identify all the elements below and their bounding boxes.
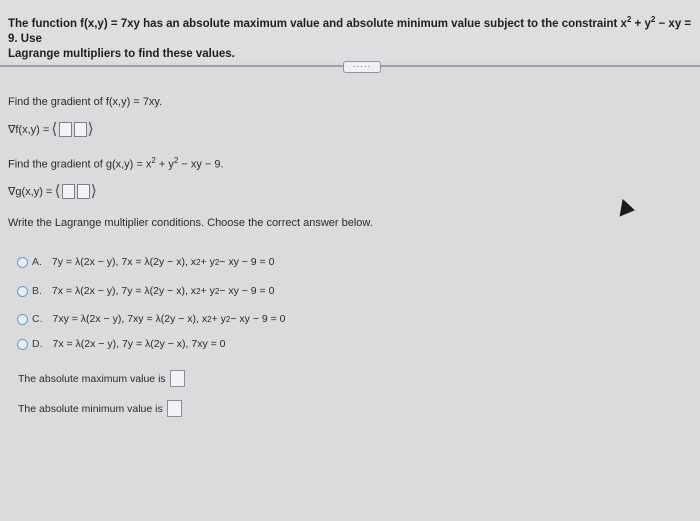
option-c-text-1: 7xy = λ(2x − y), 7xy = λ(2y − x), x: [52, 313, 208, 325]
option-a[interactable]: [17, 256, 274, 268]
min-value-label: The absolute minimum value is: [18, 402, 163, 415]
close-angle: ⟩: [87, 120, 94, 138]
option-c[interactable]: [17, 313, 286, 325]
grad-f-vector: [51, 122, 94, 137]
option-b-sup-2: 2: [214, 286, 220, 296]
option-b-text-1: 7x = λ(2x − y), 7y = λ(2y − x), x: [51, 285, 197, 297]
problem-statement: [8, 12, 698, 62]
problem-text-2: + y: [631, 17, 651, 30]
q1-gradient-row: [8, 122, 94, 137]
option-b-letter: B.: [32, 285, 42, 297]
q2-sup-2: 2: [173, 156, 179, 165]
option-b[interactable]: [17, 285, 274, 297]
option-a-sup-2: 2: [214, 257, 220, 267]
grad-g-vector: [54, 184, 97, 199]
max-value-row: [18, 370, 185, 387]
grad-f-x-input[interactable]: [59, 122, 72, 137]
grad-g-x-input[interactable]: [62, 184, 75, 199]
expand-more-button[interactable]: ·····: [343, 61, 381, 73]
problem-sup-1: 2: [626, 15, 632, 24]
radio-a[interactable]: [17, 257, 28, 268]
problem-sup-2: 2: [650, 15, 656, 24]
q3-prompt: Write the Lagrange multiplier conditions. Choose the correct answer below.: [8, 217, 373, 229]
min-value-input[interactable]: [167, 400, 182, 417]
max-value-input[interactable]: [170, 370, 185, 387]
q2-text-2: + y: [155, 158, 174, 171]
option-b-sup-1: 2: [196, 286, 201, 296]
option-a-letter: A.: [32, 256, 42, 268]
radio-c[interactable]: [17, 314, 28, 325]
option-b-text-2: + y: [200, 285, 215, 297]
option-c-text-3: − xy − 9 = 0: [230, 313, 286, 325]
close-angle: ⟩: [90, 182, 97, 200]
option-b-text-3: − xy − 9 = 0: [219, 285, 275, 297]
option-c-text-2: + y: [211, 313, 226, 325]
problem-text-3: − xy = 9. Use: [8, 17, 692, 45]
q1-prompt: Find the gradient of f(x,y) = 7xy.: [8, 96, 163, 108]
option-a-text-1: 7y = λ(2x − y), 7x = λ(2y − x), x: [51, 256, 197, 268]
open-angle: ⟨: [51, 120, 58, 138]
option-c-sup-1: 2: [207, 314, 212, 324]
q2-text-1: Find the gradient of g(x,y) = x: [8, 158, 152, 171]
grad-g-label: ∇g(x,y) =: [8, 186, 53, 198]
option-d-text-1: 7x = λ(2x − y), 7y = λ(2y − x), 7xy = 0: [52, 338, 226, 350]
option-c-sup-2: 2: [225, 314, 231, 324]
option-d-letter: D.: [32, 338, 43, 350]
radio-b[interactable]: [17, 286, 28, 297]
max-value-label: The absolute maximum value is: [18, 372, 166, 385]
mouse-cursor-icon: [620, 199, 637, 219]
min-value-row: [18, 400, 182, 417]
problem-text-1: The function f(x,y) = 7xy has an absolute maximum value and absolute minimum value subject to the constraint x: [8, 17, 627, 30]
q2-gradient-row: [8, 184, 97, 199]
grad-g-y-input[interactable]: [77, 184, 90, 199]
q2-text-3: − xy − 9.: [178, 158, 224, 171]
open-angle: ⟨: [54, 182, 61, 200]
option-c-letter: C.: [32, 313, 43, 325]
option-a-sup-1: 2: [196, 257, 201, 267]
option-a-text-2: + y: [200, 256, 215, 268]
grad-f-y-input[interactable]: [74, 122, 87, 137]
option-a-text-3: − xy − 9 = 0: [219, 256, 275, 268]
q2-prompt: [8, 156, 224, 171]
option-d[interactable]: [17, 338, 226, 350]
problem-text-4: Lagrange multipliers to find these values.: [8, 47, 235, 60]
q2-sup-1: 2: [151, 156, 156, 165]
grad-f-label: ∇f(x,y) =: [8, 124, 50, 136]
radio-d[interactable]: [17, 339, 28, 350]
problem-header: [0, 0, 700, 62]
